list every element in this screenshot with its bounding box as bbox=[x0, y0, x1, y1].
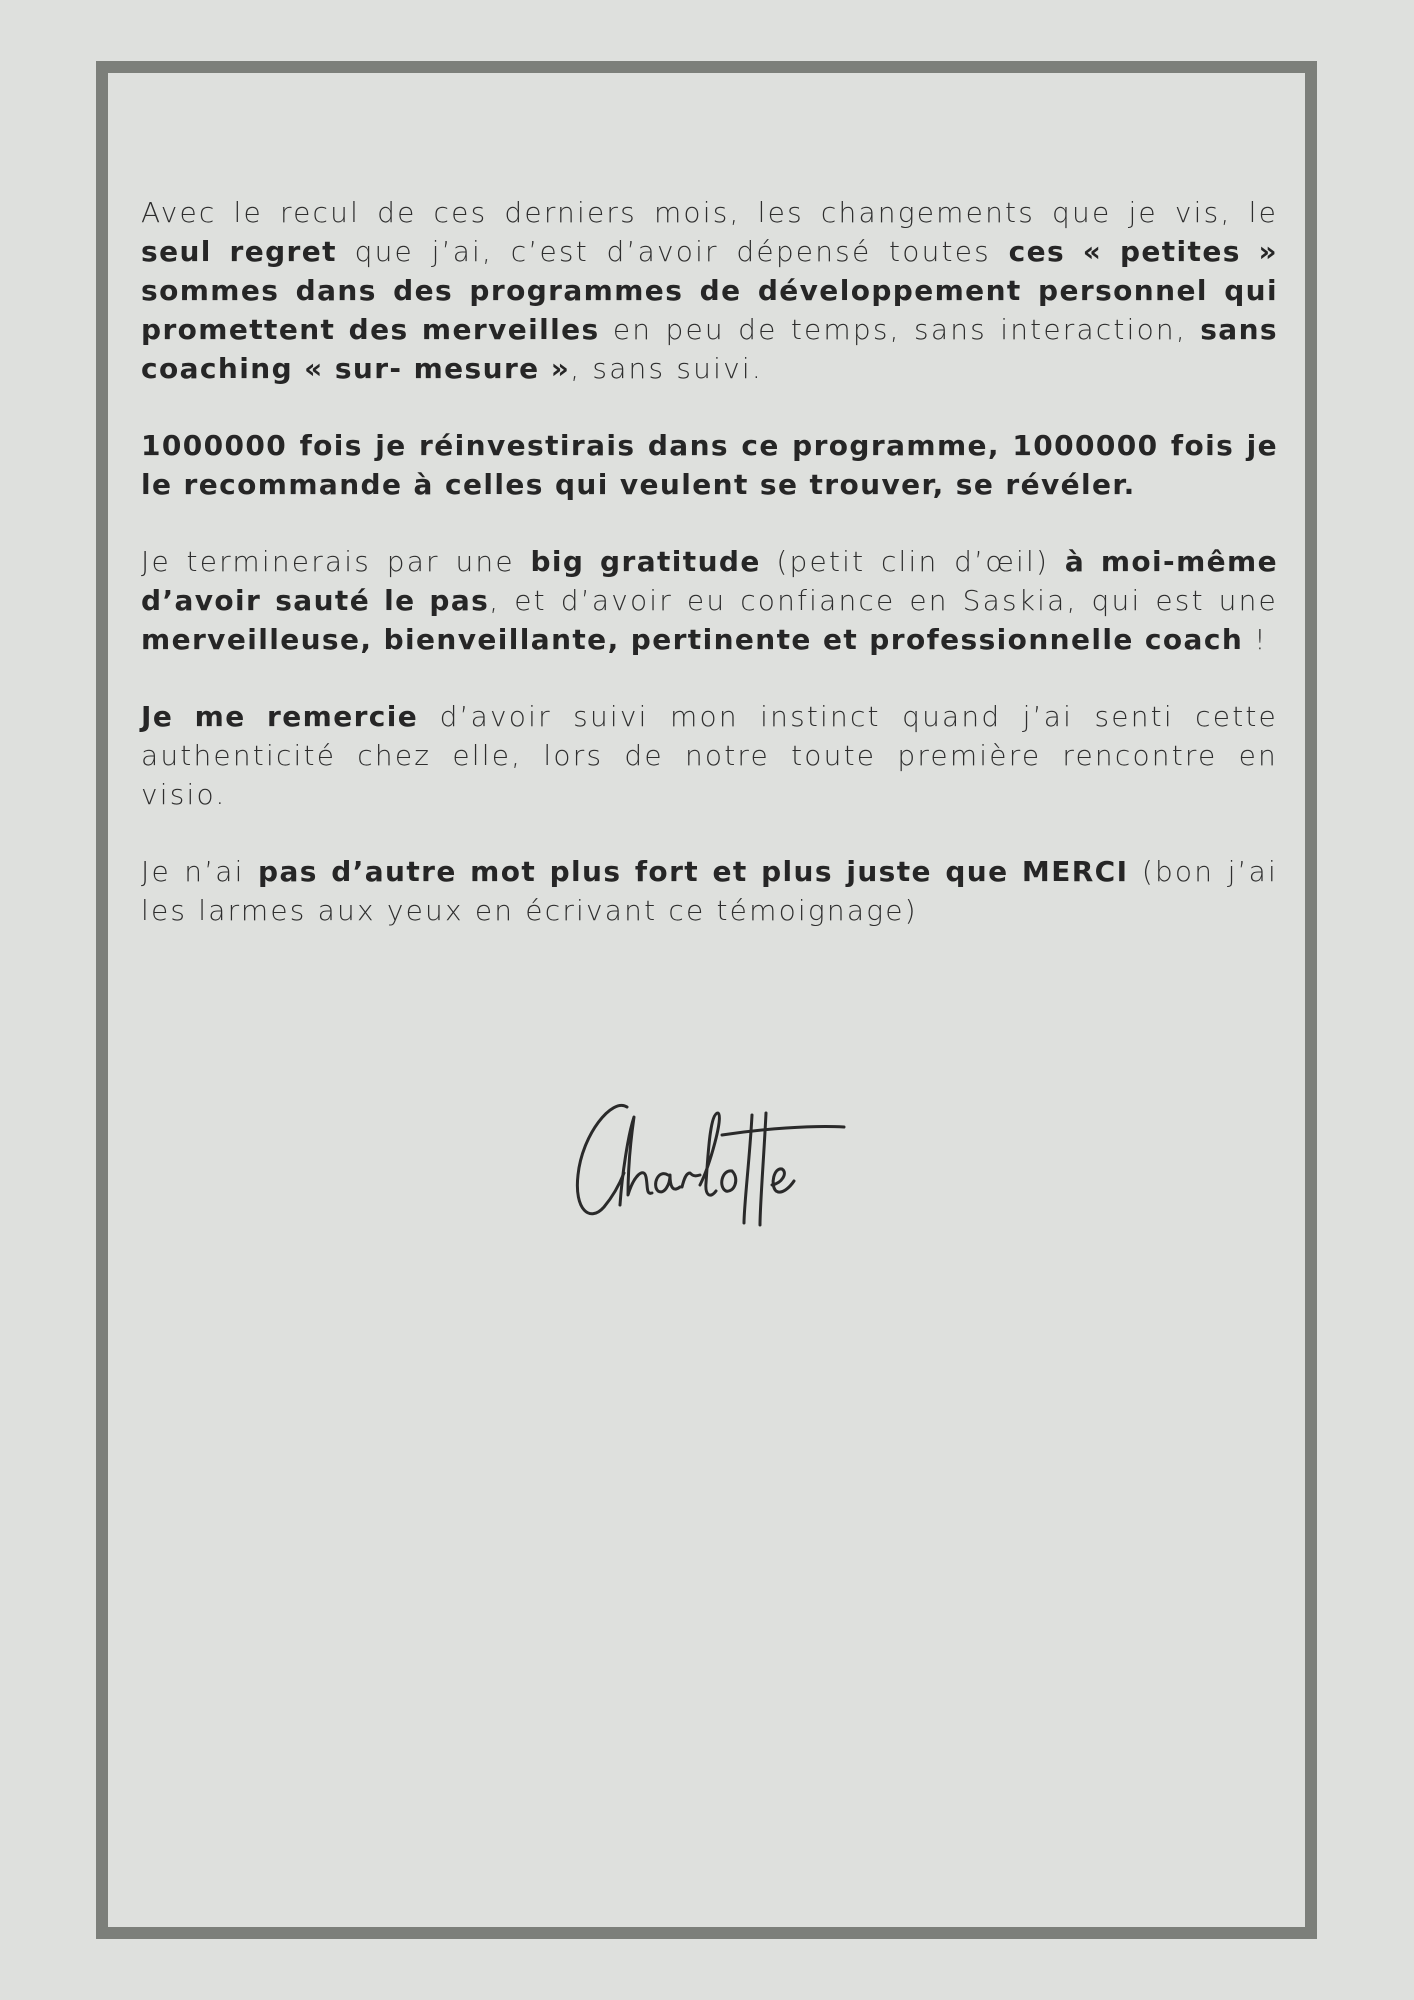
paragraph-4 bbox=[141, 697, 1278, 814]
paragraph-text: Je n’ai bbox=[141, 855, 259, 888]
paragraph-emphasis: pas d’autre mot plus fort et plus juste que MERCI bbox=[258, 855, 1129, 888]
paragraph-2 bbox=[141, 426, 1278, 504]
paragraph-emphasis: sans coaching « sur- mesure » bbox=[141, 313, 1278, 385]
paragraph-emphasis: 1000000 fois je réinvestirais dans ce programme, 1000000 fois je le recommande à celles qui veulent se trouver, se révéler. bbox=[141, 429, 1278, 501]
paragraph-emphasis: merveilleuse, bienveillante, pertinente et professionnelle coach bbox=[141, 623, 1244, 656]
paragraph-text: Avec le recul de ces derniers mois, les changements que je vis, le bbox=[141, 196, 1278, 229]
signature-charlotte bbox=[572, 1095, 852, 1235]
paragraph-emphasis: à moi-même d’avoir sauté le pas bbox=[141, 545, 1279, 617]
paragraph-text: en peu de temps, sans interaction, bbox=[599, 313, 1201, 346]
paragraph-emphasis: Je me remercie bbox=[141, 700, 419, 733]
paragraph-text: ! bbox=[1243, 623, 1268, 656]
paragraph-emphasis: seul regret bbox=[141, 235, 337, 268]
paragraph-1 bbox=[141, 193, 1278, 388]
paragraph-text: , et d’avoir eu confiance en Saskia, qui est une bbox=[489, 584, 1278, 617]
paragraph-text: (petit clin d’œil) bbox=[760, 545, 1065, 578]
paragraph-3 bbox=[141, 542, 1278, 659]
paragraph-emphasis: ces « petites » sommes dans des programmes de développement personnel qui promettent des merveilles bbox=[141, 235, 1279, 346]
paragraph-text: que j’ai, c’est d’avoir dépensé toutes bbox=[336, 235, 1009, 268]
paragraph-text: d’avoir suivi mon instinct quand j’ai senti cette authenticité chez elle, lors de notre toute première rencontre en visio. bbox=[141, 700, 1278, 811]
signature-drawing bbox=[572, 1095, 852, 1235]
testimonial-body bbox=[141, 193, 1278, 968]
paragraph-text: Je terminerais par une bbox=[141, 545, 531, 578]
paragraph-5 bbox=[141, 852, 1278, 930]
paragraph-text: , sans suivi. bbox=[570, 352, 763, 385]
paragraph-text: (bon j’ai les larmes aux yeux en écrivant ce témoignage) bbox=[141, 855, 1278, 927]
paragraph-emphasis: big gratitude bbox=[530, 545, 761, 578]
